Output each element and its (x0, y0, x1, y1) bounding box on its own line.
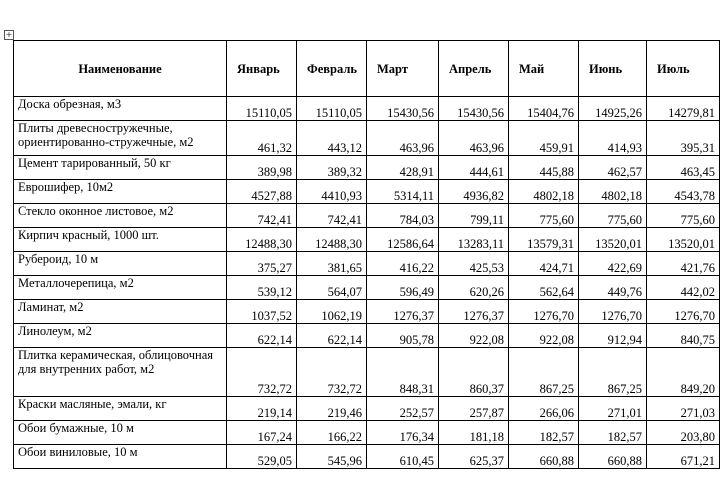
value-cell: 252,57 (367, 397, 439, 421)
header-may: Май (509, 41, 579, 97)
row-name-cell: Рубероид, 10 м (14, 252, 227, 276)
value-cell: 182,57 (579, 421, 647, 445)
header-feb: Февраль (297, 41, 367, 97)
value-cell: 4527,88 (227, 180, 297, 204)
value-cell: 15110,05 (297, 97, 367, 121)
table-row (14, 228, 720, 252)
value-cell: 849,20 (647, 348, 720, 397)
header-apr: Апрель (439, 41, 509, 97)
value-cell: 545,96 (297, 445, 367, 469)
value-cell: 449,76 (579, 276, 647, 300)
value-cell: 463,96 (439, 121, 509, 156)
value-cell: 13520,01 (579, 228, 647, 252)
table-row (14, 324, 720, 348)
value-cell: 166,22 (297, 421, 367, 445)
table-row (14, 204, 720, 228)
value-cell: 625,37 (439, 445, 509, 469)
value-cell: 425,53 (439, 252, 509, 276)
value-cell: 13283,11 (439, 228, 509, 252)
value-cell: 414,93 (579, 121, 647, 156)
row-name-cell: Плитка керамическая, облицовочная для внутренних работ, м2 (14, 348, 227, 397)
value-cell: 860,37 (439, 348, 509, 397)
value-cell: 271,01 (579, 397, 647, 421)
value-cell: 1276,70 (647, 300, 720, 324)
value-cell: 463,96 (367, 121, 439, 156)
value-cell: 4543,78 (647, 180, 720, 204)
table-row (14, 180, 720, 204)
value-cell: 421,76 (647, 252, 720, 276)
value-cell: 1276,70 (509, 300, 579, 324)
row-name-cell: Обои бумажные, 10 м (14, 421, 227, 445)
value-cell: 416,22 (367, 252, 439, 276)
value-cell: 848,31 (367, 348, 439, 397)
row-name-cell: Линолеум, м2 (14, 324, 227, 348)
value-cell: 905,78 (367, 324, 439, 348)
value-cell: 444,61 (439, 156, 509, 180)
value-cell: 784,03 (367, 204, 439, 228)
table-row (14, 97, 720, 121)
value-cell: 443,12 (297, 121, 367, 156)
value-cell: 732,72 (297, 348, 367, 397)
value-cell: 562,64 (509, 276, 579, 300)
value-cell: 610,45 (367, 445, 439, 469)
value-cell: 271,03 (647, 397, 720, 421)
row-name-cell: Обои виниловые, 10 м (14, 445, 227, 469)
value-cell: 912,94 (579, 324, 647, 348)
value-cell: 622,14 (227, 324, 297, 348)
value-cell: 14279,81 (647, 97, 720, 121)
row-name-cell: Кирпич красный, 1000 шт. (14, 228, 227, 252)
value-cell: 461,32 (227, 121, 297, 156)
table-row (14, 421, 720, 445)
table-move-handle[interactable]: + (5, 30, 13, 39)
value-cell: 15404,76 (509, 97, 579, 121)
value-cell: 445,88 (509, 156, 579, 180)
value-cell: 381,65 (297, 252, 367, 276)
row-name-cell: Плиты древесностружечные, ориентированно-стружечные, м2 (14, 121, 227, 156)
table-row (14, 397, 720, 421)
value-cell: 15430,56 (367, 97, 439, 121)
row-name-cell: Краски масляные, эмали, кг (14, 397, 227, 421)
value-cell: 1062,19 (297, 300, 367, 324)
table-body (14, 97, 720, 469)
row-name-cell: Еврошифер, 10м2 (14, 180, 227, 204)
value-cell: 1276,70 (579, 300, 647, 324)
row-name-cell: Доска обрезная, м3 (14, 97, 227, 121)
price-table (13, 40, 720, 469)
value-cell: 12586,64 (367, 228, 439, 252)
value-cell: 15430,56 (439, 97, 509, 121)
value-cell: 15110,05 (227, 97, 297, 121)
value-cell: 775,60 (579, 204, 647, 228)
value-cell: 462,57 (579, 156, 647, 180)
value-cell: 922,08 (439, 324, 509, 348)
header-name: Наименование (14, 41, 227, 97)
table-row (14, 348, 720, 397)
value-cell: 442,02 (647, 276, 720, 300)
value-cell: 13579,31 (509, 228, 579, 252)
value-cell: 463,45 (647, 156, 720, 180)
value-cell: 422,69 (579, 252, 647, 276)
value-cell: 389,98 (227, 156, 297, 180)
value-cell: 167,24 (227, 421, 297, 445)
value-cell: 219,14 (227, 397, 297, 421)
value-cell: 13520,01 (647, 228, 720, 252)
row-name-cell: Металлочерепица, м2 (14, 276, 227, 300)
value-cell: 840,75 (647, 324, 720, 348)
value-cell: 564,07 (297, 276, 367, 300)
value-cell: 799,11 (439, 204, 509, 228)
row-name-cell: Ламинат, м2 (14, 300, 227, 324)
header-jul: Июль (647, 41, 720, 97)
value-cell: 867,25 (579, 348, 647, 397)
value-cell: 732,72 (227, 348, 297, 397)
value-cell: 742,41 (297, 204, 367, 228)
value-cell: 1276,37 (367, 300, 439, 324)
table-row (14, 445, 720, 469)
header-mar: Март (367, 41, 439, 97)
value-cell: 266,06 (509, 397, 579, 421)
value-cell: 375,27 (227, 252, 297, 276)
value-cell: 1276,37 (439, 300, 509, 324)
value-cell: 4936,82 (439, 180, 509, 204)
value-cell: 671,21 (647, 445, 720, 469)
value-cell: 181,18 (439, 421, 509, 445)
value-cell: 775,60 (509, 204, 579, 228)
header-jan: Январь (227, 41, 297, 97)
table-row (14, 156, 720, 180)
value-cell: 867,25 (509, 348, 579, 397)
value-cell: 4802,18 (509, 180, 579, 204)
value-cell: 395,31 (647, 121, 720, 156)
value-cell: 203,80 (647, 421, 720, 445)
value-cell: 529,05 (227, 445, 297, 469)
value-cell: 176,34 (367, 421, 439, 445)
value-cell: 742,41 (227, 204, 297, 228)
value-cell: 12488,30 (227, 228, 297, 252)
value-cell: 5314,11 (367, 180, 439, 204)
value-cell: 660,88 (579, 445, 647, 469)
value-cell: 428,91 (367, 156, 439, 180)
value-cell: 424,71 (509, 252, 579, 276)
value-cell: 622,14 (297, 324, 367, 348)
value-cell: 620,26 (439, 276, 509, 300)
table-row (14, 252, 720, 276)
value-cell: 12488,30 (297, 228, 367, 252)
value-cell: 219,46 (297, 397, 367, 421)
value-cell: 596,49 (367, 276, 439, 300)
value-cell: 4410,93 (297, 180, 367, 204)
value-cell: 182,57 (509, 421, 579, 445)
header-jun: Июнь (579, 41, 647, 97)
table-row (14, 121, 720, 156)
value-cell: 4802,18 (579, 180, 647, 204)
value-cell: 922,08 (509, 324, 579, 348)
value-cell: 660,88 (509, 445, 579, 469)
value-cell: 539,12 (227, 276, 297, 300)
row-name-cell: Цемент тарированный, 50 кг (14, 156, 227, 180)
value-cell: 257,87 (439, 397, 509, 421)
value-cell: 459,91 (509, 121, 579, 156)
table-row (14, 300, 720, 324)
value-cell: 14925,26 (579, 97, 647, 121)
header-row (14, 41, 720, 97)
table-row (14, 276, 720, 300)
value-cell: 775,60 (647, 204, 720, 228)
row-name-cell: Стекло оконное листовое, м2 (14, 204, 227, 228)
value-cell: 389,32 (297, 156, 367, 180)
value-cell: 1037,52 (227, 300, 297, 324)
